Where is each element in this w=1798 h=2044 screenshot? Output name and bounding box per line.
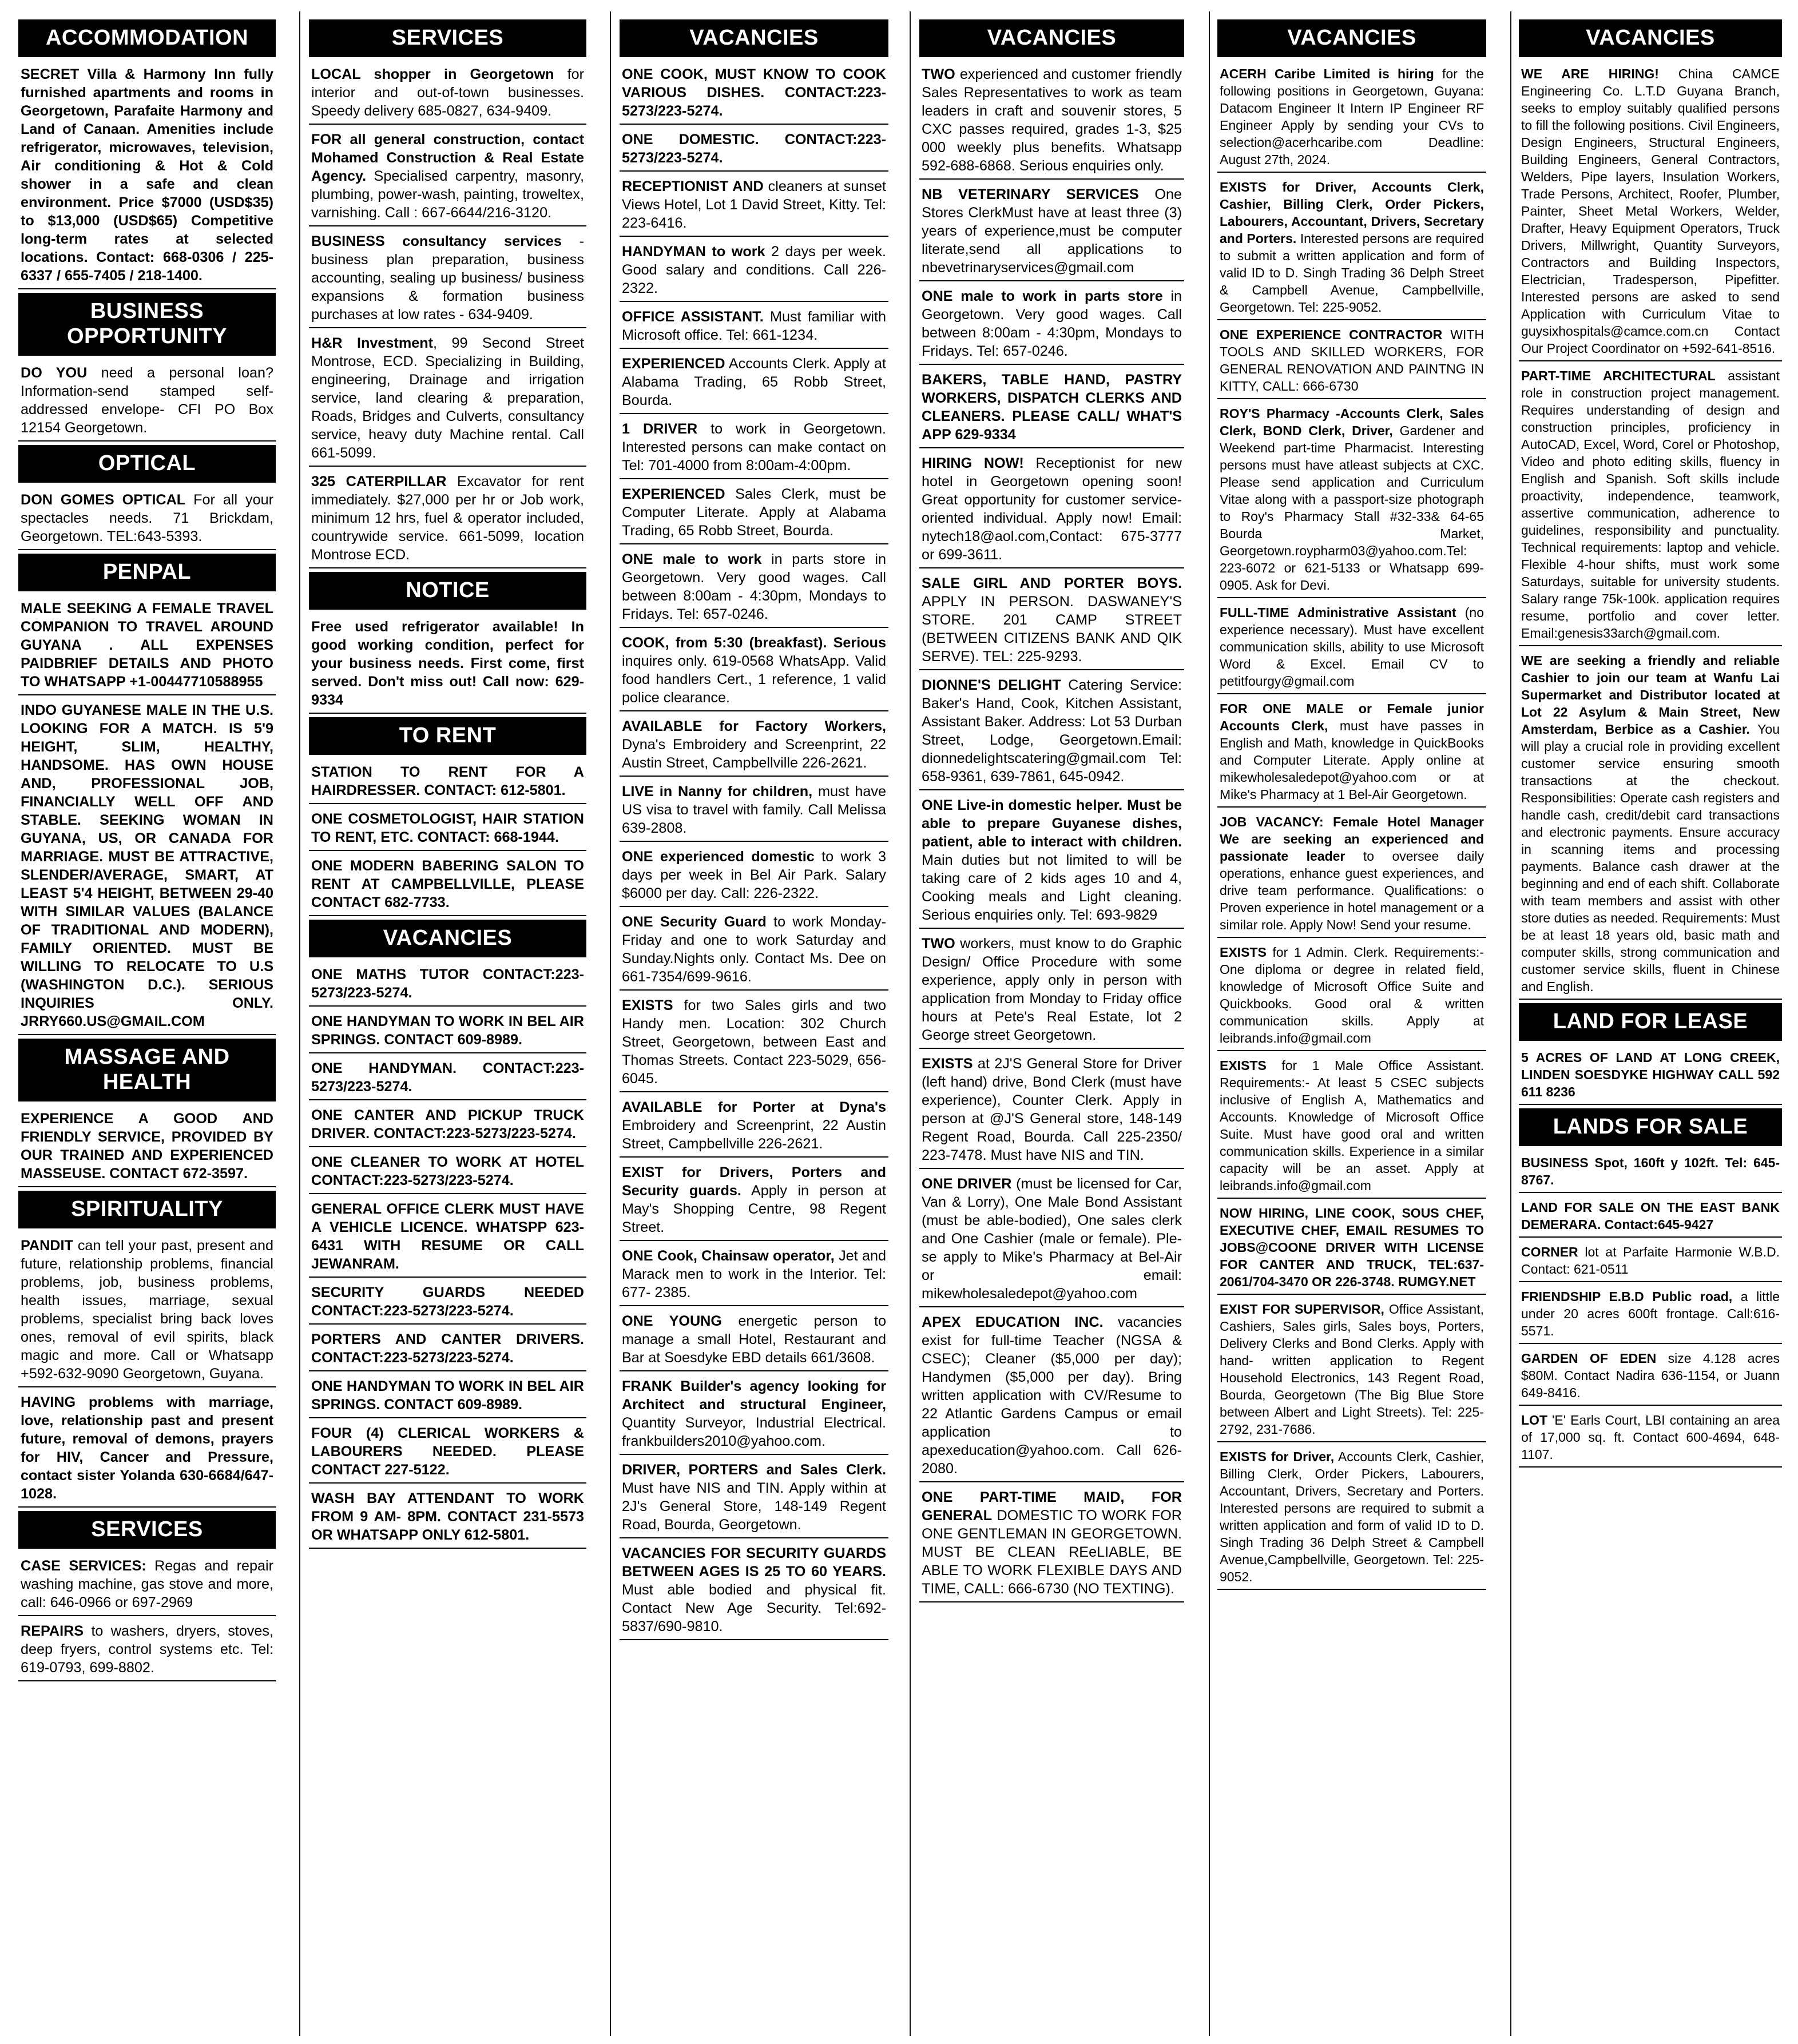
ad-lead: ONE Security Guard [622, 914, 767, 930]
ad-lead: FOR ONE MALE or Female junior Accounts Clerk, [1220, 701, 1484, 733]
ad-lead: FOR all general construction, contact Mohamed Construction & Real Estate Agency. [311, 132, 584, 184]
ad-lead: ONE MODERN BABERING SALON TO RENT AT CAMPBELLVILLE, PLEASE CONTACT 682-7733. [311, 858, 584, 910]
ad-lead: LAND FOR SALE ON THE EAST BANK DEMERARA. Contact:645-9427 [1521, 1200, 1780, 1232]
section-header: OPTICAL [18, 445, 276, 483]
classified-ad [620, 1375, 888, 1455]
ad-body: For all your spectacles needs. 71 Brickdam, Georgetown. TEL:643-5393. [21, 492, 273, 544]
ad-body: at 2J'S General Store for Driver (left hand) drive, Bond Clerk (must have experience), Counter Clerk. Apply in person at @J'S General store, 148-149 Regent Road, Bourda. Call 225-2350/ 223-7478. Must have NIS and TIN. [922, 1056, 1182, 1163]
ad-lead: ONE CANTER AND PICKUP TRUCK DRIVER. CONTACT:223-5273/223-5274. [311, 1107, 584, 1142]
ad-body: Accounts Clerk. Apply at Alabama Trading, 65 Robb Street, Bourda. [622, 356, 886, 408]
classified-ad [1519, 1286, 1782, 1344]
ad-body: Accounts Clerk, Cashier, Billing Clerk, Order Pickers, Labourers, Accountant, Drivers, Secretary and Porters. Interested persons are required to submit a written application and form of valid ID to D. Singh Trading 36 Delph Street & Campbell Avenue,Campbellville, Georgetown. Tel: 225-9052. [1220, 1449, 1484, 1584]
ad-body: Receptionist for new hotel in Georgetown opening soon! Great opportunity for customer service-oriented individual. Apply now! Email: nytech18@aol.com,Contact: 675-3777 or 699-3611. [922, 455, 1182, 563]
classified-ad [18, 1554, 276, 1616]
ad-lead: STATION TO RENT FOR A HAIRDRESSER. CONTACT: 612-5801. [311, 764, 584, 798]
ad-body: inquires only. 619-0568 WhatsApp. Valid food handlers Cert., 1 reference, 1 valid police clearance. [622, 653, 886, 706]
ad-lead: ROY'S Pharmacy -Accounts Clerk, Sales Clerk, BOND Clerk, Driver, [1220, 406, 1484, 438]
ad-lead: SALE GIRL AND PORTER BOYS. [922, 575, 1182, 591]
ad-body: Regas and repair washing machine, gas stove and more, call: 646-0966 or 697-2969 [21, 1558, 273, 1610]
ad-body: , 99 Second Street Montrose, ECD. Specializing in Building, engineering, Drainage and irrigation service, land clearing & preparation, Roads, Bridges and Culverts, consultancy service, heavy duty Machine rental. Call 661-5099. [311, 335, 584, 461]
ad-lead: EXPERIENCE A GOOD AND FRIENDLY SERVICE, PROVIDED BY OUR TRAINED AND EXPERIENCED MASSEUSE. CONTACT 672-3597. [21, 1111, 273, 1182]
classified-ad [919, 794, 1184, 929]
ad-lead: WE are seeking a friendly and reliable Cashier to join our team at Wanfu Lai Supermarket and Distributor located at Lot 22 Asylum & Main Street, New Amsterdam, Berbice as a Cashier. [1521, 653, 1780, 737]
classified-ad [620, 128, 888, 172]
ad-lead: ONE PART-TIME MAID, FOR GENERAL [922, 1489, 1182, 1524]
classified-ad [1519, 1409, 1782, 1468]
ad-lead: NB VETERINARY SERVICES [922, 186, 1139, 202]
classified-ad [919, 1486, 1184, 1602]
column-1 [18, 16, 276, 2035]
section-header: VACANCIES [1519, 19, 1782, 57]
ad-body: for interior and out-of-town businesses. Speedy delivery 685-0827, 634-9409. [311, 66, 584, 119]
ad-body: China CAMCE Engineering Co. L.T.D Guyana Branch, seeks to employ suitably qualified persons to fill the following positions. Civil Engineers, Design Engineers, Structural Engineers, Building Engineers, General Contractors, Welders, Pipe layers, Insulation Workers, Trade Persons, Architect, Roofer, Plumber, Painter, Sheet Metal Workers, Welder, Drafter, Heavy Equipment Operators, Truck Drivers, Millwright, Quantity Surveyors, Contractors and Building Inspectors, Electrician, Tradesperson, Pipefitter. Interested persons are asked to send Application with Curriculum Vitae to guysixhospitals@camce.com.cn Contact Our Project Coordinator on +592-641-8516. [1521, 66, 1780, 356]
classified-ad [309, 854, 586, 916]
ad-lead: ONE COSMETOLOGIST, HAIR STATION TO RENT, ETC. CONTACT: 668-1944. [311, 811, 584, 845]
classified-ad [620, 417, 888, 479]
ad-body: Specialised carpentry, masonry, plumbing, power-wash, painting, troweltex, varnishing. Call : 667-6644/216-3120. [311, 168, 584, 221]
classified-ad [309, 332, 586, 467]
section-header: PENPAL [18, 554, 276, 591]
section-header: NOTICE [309, 572, 586, 610]
ad-body: (no experience necessary). Must have excellent communication skills, ability to use Microsoft Word & Excel. Email CV to petitfourgy@gmail.com [1220, 605, 1484, 689]
ad-lead: DON GOMES OPTICAL [21, 492, 186, 508]
ad-lead: ONE male to work [622, 551, 762, 567]
classified-ad [309, 1104, 586, 1147]
section-header: TO RENT [309, 717, 586, 755]
section-header: MASSAGE AND HEALTH [18, 1039, 276, 1101]
classified-ad [919, 572, 1184, 670]
classified-ad [309, 1057, 586, 1100]
classified-ad [309, 1151, 586, 1194]
section-header: SPIRITUALITY [18, 1191, 276, 1228]
ad-lead: TWO [922, 936, 955, 952]
classified-ad [919, 368, 1184, 448]
ad-body: Dyna's Embroidery and Screenprint, 22 Austin Street, Campbellville 226-2621. [622, 737, 886, 771]
ad-lead: EXISTS [922, 1056, 973, 1072]
ad-lead: AVAILABLE for Porter at Dyna's [622, 1099, 886, 1115]
classified-ad [1519, 1347, 1782, 1406]
ad-lead: FULL-TIME Administrative Assistant [1220, 605, 1456, 620]
ad-lead: FOUR (4) CLERICAL WORKERS & LABOURERS NEEDED. PLEASE CONTACT 227-5122. [311, 1425, 584, 1478]
ad-body: for the following positions in Georgetown, Guyana: Datacom Engineer It Intern IP Engineer RF Engineer Apply by sending your CVs to selection@acerhcaribe.com Deadline: August 27th, 2024. [1220, 66, 1484, 167]
classified-ad [919, 183, 1184, 281]
classified-ad [18, 361, 276, 442]
ad-body: Interested persons are required to submit a written application and form of valid ID to D. Singh Trading 36 Delph Street & Campbell Avenue, Campbellville, Georgetown. Tel: 225-9052. [1220, 231, 1484, 315]
ad-body: Quantity Surveyor, Industrial Electrical. frankbuilders2010@yahoo.com. [622, 1415, 886, 1449]
section-header: SERVICES [18, 1511, 276, 1549]
ad-lead: NOW HIRING, LINE COOK, SOUS CHEF, EXECUTIVE CHEF, EMAIL RESUMES TO JOBS@COONE DRIVER WITH LICENSE FOR CANTER AND TRUCK, TEL:637-2061/704-3470 OR 226-3748. RUMGY.NET [1220, 1206, 1484, 1289]
ad-lead: SECURITY GUARDS NEEDED CONTACT:223-5273/223-5274. [311, 1285, 584, 1319]
ad-lead: FRIENDSHIP E.B.D Public road, [1521, 1289, 1733, 1304]
ad-lead: DRIVER, PORTERS and Sales Clerk. [622, 1462, 886, 1478]
column-6 [1519, 16, 1782, 2035]
classified-ad [620, 175, 888, 237]
ad-lead: EXIST for Drivers, Porters and Security guards. [622, 1164, 886, 1199]
ad-body: workers, must know to do Graphic Design/ Office Procedure with some experience, apply only in person with application from Monday to Friday office hours at Pete's Real Estate, lot 2 George street Georgetown. [922, 936, 1182, 1043]
ad-lead: ONE HANDYMAN TO WORK IN BEL AIR SPRINGS. CONTACT 609-8989. [311, 1013, 584, 1048]
ad-body: to work in Georgetown. Interested persons can make contact on Tel: 701-4000 from 8:00am-4:00pm. [622, 421, 886, 474]
column-rule [910, 11, 911, 2036]
classified-ad [620, 780, 888, 842]
classified-ad [620, 305, 888, 349]
ad-body: Main duties but not limited to will be taking care of 2 kids ages 10 and 4, Cooking meals and Light cleaning. Serious enquiries only. Tel: 693-9829 [922, 852, 1182, 923]
ad-body: Office Assistant, Cashiers, Sales girls, Sales boys, Porters, Delivery Clerks and Bond Clerks. Apply with hand- written application to Regent Household Electronics, 143 Regent Road, Bourda, Georgetown (The Big Blue Store between Albert and Light Streets). Tel: 225-2792, 231-7686. [1220, 1302, 1484, 1437]
ad-lead: OFFICE ASSISTANT. [622, 309, 764, 325]
ad-lead: EXPERIENCED [622, 486, 725, 502]
ad-lead: ONE DRIVER [922, 1176, 1012, 1192]
classified-ad [18, 1234, 276, 1387]
classified-ad [309, 1198, 586, 1278]
ad-body: - business plan preparation, business accounting, sealing up business/ business expansions & formation business purchases at low rates - 634-9409. [311, 233, 584, 323]
ad-lead: INDO GUYANESE MALE IN THE U.S. LOOKING FOR A MATCH. IS 5'9 HEIGHT, SLIM, HEALTHY, HANDSOME. HAS OWN HOUSE AND, PROFESSIONAL JOB, FINANCIALLY WELL OFF AND STABLE. SEEKING WOMAN IN GUYANA, US, OR CANADA FOR MARRIAGE. MUST BE ATTRACTIVE, SLENDER/AVERAGE, SMART, AT LEAST 5'4 HEIGHT, BETWEEN 29-40 WITH SIMILAR VALUES (BALANCE OF TRADITIONAL AND MODERN), FAMILY ORIENTED. MUST BE WILLING TO RELOCATE TO U.S (WASHINGTON D.C.). SERIOUS INQUIRIES ONLY. JRRY660.US@GMAIL.COM [21, 702, 273, 1029]
classified-ad [1217, 698, 1486, 808]
ad-lead: FRANK Builder's agency looking for Architect and structural Engineer, [622, 1378, 886, 1413]
classified-ad [1519, 1196, 1782, 1238]
ad-lead: GENERAL OFFICE CLERK MUST HAVE A VEHICLE LICENCE. WHATSPP 623-6431 WITH RESUME OR CALL JEWANRAM. [311, 1201, 584, 1272]
classified-ad [620, 1310, 888, 1371]
section-header: VACANCIES [620, 19, 888, 57]
ad-body: Jet and Marack men to work in the Interior. Tel: 677- 2385. [622, 1248, 886, 1301]
ad-body: to oversee daily operations, enhance guest experiences, and drive team performance. Qualifications: o Proven experience in hotel management or a similar role. Apply Now! Send your resume. [1220, 849, 1485, 932]
column-3 [620, 16, 888, 2035]
section-header: BUSINESS OPPORTUNITY [18, 293, 276, 356]
classified-ad [309, 63, 586, 125]
ad-lead: EXISTS [622, 997, 673, 1013]
ad-body: in Georgetown. Very good wages. Call between 8:00am - 4:30pm, Mondays to Fridays. Tel: 657-0246. [922, 288, 1182, 359]
ad-lead: BUSINESS Spot, 160ft y 102ft. Tel: 645-8767. [1521, 1155, 1780, 1187]
classified-ad [620, 1096, 888, 1158]
classified-ad [1217, 811, 1486, 938]
ad-body: to washers, dryers, stoves, deep fryers, control systems etc. Tel: 619-0793, 699-8802. [21, 1623, 273, 1676]
ad-lead: WE ARE HIRING! [1521, 66, 1659, 81]
ad-body: vacancies exist for full-time Teacher (NGSA & CSEC); Cleaner ($5,000 per day); Handymen ($5,000 per day). Bring written application with CV/Resume to 22 Atlantic Gardens Campus or email application to apexeducation@yahoo.com. Call 626-2080. [922, 1314, 1182, 1477]
classified-ad [1217, 176, 1486, 320]
ad-lead: ONE HANDYMAN TO WORK IN BEL AIR SPRINGS. CONTACT 609-8989. [311, 1378, 584, 1413]
classified-ad [620, 63, 888, 125]
ad-lead: ONE Live-in domestic helper. Must be able to prepare Guyanese dishes, patient, able to interact with children. [922, 797, 1182, 850]
ad-body: for two Sales girls and two Handy men. Location: 302 Church Street, Georgetown, between East and Thomas Streets. Contact 223-5029, 656-6045. [622, 997, 886, 1087]
ad-lead: EXISTS for Driver, [1220, 1449, 1335, 1464]
classified-ad [309, 761, 586, 804]
ad-lead: LOCAL shopper in Georgetown [311, 66, 554, 82]
ad-lead: ACERH Caribe Limited is hiring [1220, 66, 1434, 81]
ad-body: need a personal loan? Information-send stamped self-addressed envelope- CFI PO Box 12154 Georgetown. [21, 365, 274, 436]
classified-ad [18, 1107, 276, 1187]
ad-lead: ONE male to work in parts store [922, 288, 1163, 304]
ad-lead: ONE experienced domestic [622, 849, 815, 865]
ad-body: cleaners at sunset Views Hotel, Lot 1 David Street, Kitty. Tel: 223-6416. [622, 178, 886, 231]
ad-lead: DO YOU [21, 365, 88, 381]
column-rule [299, 11, 300, 2036]
ad-lead: MALE SEEKING A FEMALE TRAVEL COMPANION TO TRAVEL AROUND GUYANA . ALL EXPENSES PAIDBRIEF DETAILS AND PHOTO TO WHATSAPP +1-00447710588955 [21, 601, 273, 690]
classified-ad [919, 932, 1184, 1049]
classified-ad [1217, 1298, 1486, 1442]
ad-body: Must familiar with Microsoft office. Tel: 661-1234. [622, 309, 886, 343]
ad-lead: COOK, from 5:30 (breakfast). Serious [622, 635, 886, 651]
column-rule [610, 11, 611, 2036]
ad-body: WITH TOOLS AND SKILLED WORKERS, FOR GENERAL RENOVATION AND PAINTNG IN KITTY, CALL: 666-6730 [1220, 327, 1484, 393]
ad-lead: DIONNE'S DELIGHT [922, 677, 1061, 693]
ad-lead: EXPERIENCED [622, 356, 725, 372]
ad-lead: CORNER [1521, 1244, 1578, 1259]
ad-lead: 5 ACRES OF LAND AT LONG CREEK, LINDEN SOESDYKE HIGHWAY CALL 592 611 8236 [1521, 1050, 1780, 1099]
ad-lead: EXIST FOR SUPERVISOR, [1220, 1302, 1384, 1317]
ad-body: APPLY IN PERSON. DASWANEY'S STORE. 201 CAMP STREET (BETWEEN CITIZENS BANK AND QIK SERVE). TEL: 225-9293. [922, 594, 1182, 665]
ad-body: Catering Service: Baker's Hand, Cook, Kitchen Assistant, Assistant Baker. Address: Lot 53 Durban Street, Lodge, Georgetown.Email: dionnedelightscatering@gmail.com Tel: 658-9361, 639-7861, 645-0942. [922, 677, 1182, 785]
classified-ad [1217, 403, 1486, 598]
classified-ad [620, 1542, 888, 1640]
classified-ad [309, 808, 586, 851]
ad-body: assistant role in construction project management. Requires understanding of design and construction principles, proficiency in AutoCAD, Excel, Word, Corel or Photoshop, Video and photo editing skills, fluency in English and Spanish. Soft skills include proactivity, independence, teamwork, assertive communication, adherence to guidelines, responsibility and punctuality. Technical requirements: laptop and vehicle. Flexible 4-hour shifts, must work some Saturdays, suitable for university students. Salary range 75k-100k. application requires resume, portfolio and cover letter. Email:genesis33arch@gmail.com. [1521, 368, 1780, 641]
classified-ad [1217, 63, 1486, 173]
ad-lead: JOB VACANCY: Female Hotel Manager We are seeking an experienced and passionate leader [1220, 814, 1484, 864]
ad-lead: REPAIRS [21, 1623, 84, 1639]
classified-ad [309, 1281, 586, 1325]
ad-body: 'E' Earls Court, LBI containing an area of 17,000 sq. ft. Contact 600-4694, 648-1107. [1521, 1413, 1780, 1462]
section-header: VACANCIES [1217, 19, 1486, 57]
ad-lead: HANDYMAN to work [622, 244, 765, 260]
ad-lead: ONE Cook, Chainsaw operator, [622, 1248, 835, 1264]
ad-body: experienced and customer friendly Sales Representatives to work as team leaders in craft and souvenir stores, 5 CXC passes required, grades 1-3, $25 000 weekly plus benefits. Whatsapp 592-688-6868. Serious enquiries only. [922, 66, 1182, 174]
section-header: LAND FOR LEASE [1519, 1003, 1782, 1041]
classified-ad [620, 631, 888, 711]
classified-ad [309, 128, 586, 226]
classified-ad [620, 1458, 888, 1538]
ad-lead: Free used refrigerator available! In good working condition, perfect for your business needs. First come, first served. Don't miss out! Call now: 629-9334 [311, 619, 584, 708]
ad-lead: EXISTS [1220, 1058, 1267, 1073]
ad-lead: RECEPTIONIST AND [622, 178, 764, 194]
classified-ad [309, 470, 586, 568]
ad-body: must have passes in English and Math, knowledge in QuickBooks and Computer Literate. Apply online at mikewholesaledepot@yahoo.com or at Mike's Pharmacy at 1 Bel-Air Georgetown. [1220, 718, 1484, 802]
classified-ad [1519, 650, 1782, 1000]
classified-ad [309, 963, 586, 1007]
ad-body: size 4.128 acres $80M. Contact Nadira 636-1154, or Juann 649-8416. [1521, 1351, 1780, 1400]
ad-body: a little under 20 acres 600ft frontage. Call:616-5571. [1521, 1289, 1780, 1338]
ad-body: to work Monday-Friday and one to work Saturday and Sunday.Nights only. Contact Ms. Dee on 661-7354/699-9616. [622, 914, 886, 985]
ad-lead: BUSINESS consultancy services [311, 233, 562, 249]
ad-body: You will play a crucial role in providing excellent customer service ensuring smooth transactions at the checkout. Responsibilities: Operate cash registers and handle cash, credit/debit card transactions and electronic payments. Ensure accuracy in scanning items and processing payments. Balance cash drawer at the beginning and end of each shift. Collaborate with team members and assist with other store duties as needed. Requirements: Must be at least 18 years old, basic math and computer skills, strong communication and customer service skills, fluent in Chinese and English. [1521, 722, 1780, 994]
ad-lead: APEX EDUCATION INC. [922, 1314, 1104, 1330]
ad-body: lot at Parfaite Harmonie W.B.D. Contact: 621-0511 [1521, 1244, 1780, 1276]
ad-body: Apply in person at May's Shopping Centre, 98 Regent Street. [622, 1183, 887, 1235]
classified-ad [620, 548, 888, 628]
classified-ad [620, 1161, 888, 1241]
classified-ad [309, 230, 586, 328]
classified-ad [309, 1010, 586, 1053]
classified-ad [1217, 324, 1486, 399]
classified-ad [620, 352, 888, 414]
ad-lead: 1 DRIVER [622, 421, 698, 437]
classified-ad [309, 1422, 586, 1484]
ad-body: can tell your past, present and future, relationship problems, financial problems, job, business problems, health issues, marriage, sexual problems, specialist bring back loves ones, removal of evil spirits, black magic and more. Call or Whatsapp +592-632-9090 Georgetown, Guyana. [21, 1238, 273, 1382]
classified-ad [1519, 365, 1782, 646]
ad-body: must have US visa to travel with family. Call Melissa 639-2808. [622, 784, 886, 836]
ad-lead: CASE SERVICES: [21, 1558, 146, 1574]
ad-lead: ONE YOUNG [622, 1313, 722, 1329]
ad-lead: ONE HANDYMAN. CONTACT:223-5273/223-5274. [311, 1060, 584, 1095]
classified-ad [620, 994, 888, 1092]
section-header: LANDS FOR SALE [1519, 1108, 1782, 1146]
classified-ad [620, 715, 888, 777]
classified-ad [620, 1244, 888, 1306]
classified-ad [309, 615, 586, 714]
ad-body: Must able bodied and physical fit. Contact New Age Security. Tel:692-5837/690-9810. [622, 1582, 886, 1635]
classified-ad [18, 63, 276, 289]
section-header: VACANCIES [919, 19, 1184, 57]
column-rule [1510, 11, 1511, 2036]
classified-ad [620, 845, 888, 907]
classified-ad [1217, 1446, 1486, 1590]
classified-ad [919, 674, 1184, 790]
ad-body: Excavator for rent immediately. $27,000 per hr or Job work, minimum 12 hrs, fuel & operator included, countrywide service. 661-5099, location Montrose ECD. [311, 474, 585, 563]
classified-ad [620, 483, 888, 544]
ad-lead: VACANCIES FOR SECURITY GUARDS BETWEEN AGES IS 25 TO 60 YEARS. [622, 1545, 886, 1580]
classified-ad [1519, 1047, 1782, 1105]
section-header: VACANCIES [309, 920, 586, 957]
classified-ad [18, 1391, 276, 1508]
ad-lead: HAVING problems with marriage, love, relationship past and present future, removal of demons, prayers for HIV, Cancer and Pressure, contact sister Yolanda 630-6684/647-1028. [21, 1394, 273, 1502]
classified-ad [620, 910, 888, 991]
ad-lead: WASH BAY ATTENDANT TO WORK FROM 9 AM- 8PM. CONTACT 231-5573 OR WHATSAPP ONLY 612-5801. [311, 1490, 584, 1543]
ad-body: for 1 Male Office Assistant. Requirements:- At least 5 CSEC subjects inclusive of English A, Mathematics and Accounts. Knowledge of Microsoft Office Suite. Must have good oral and written communication skills. Experience in a similar capacity will be an asset. Apply at leibrands.info@gmail.com [1220, 1058, 1484, 1193]
ad-lead: LIVE in Nanny for children, [622, 784, 813, 800]
classified-ad [919, 1311, 1184, 1482]
classified-ad [919, 452, 1184, 568]
ad-lead: AVAILABLE for Factory Workers, [622, 718, 886, 734]
classified-ad [620, 240, 888, 302]
ad-lead: LOT [1521, 1413, 1547, 1427]
ad-body: Must have NIS and TIN. Apply within at 2J's General Store, 148-149 Regent Road, Bourda, Georgetown. [622, 1480, 886, 1533]
ad-lead: ONE EXPERIENCE CONTRACTOR [1220, 327, 1443, 342]
ad-lead: ONE CLEANER TO WORK AT HOTEL CONTACT:223-5273/223-5274. [311, 1154, 584, 1188]
ad-body: Embroidery and Screenprint, 22 Austin Street, Campbellville 226-2621. [622, 1118, 886, 1152]
classified-ad [309, 1328, 586, 1371]
ad-body: Gardener and Weekend part-time Pharmacist. Interesting persons must have atleast subjects at CXC. Please send application and Curriculum Vitae along with a passport-size photograph to Roy's Pharmacy Stall #32-33& 64-65 Bourda Market, Georgetown.roypharm03@yahoo.com.Tel: 223-6072 or 621-5133 or Whatsapp 699-0905. Ask for Devi. [1220, 423, 1485, 592]
ad-lead: BAKERS, TABLE HAND, PASTRY WORKERS, DISPATCH CLERKS AND CLEANERS. PLEASE CALL/ WHAT'S APP 629-9334 [922, 372, 1182, 443]
ad-body: energetic person to manage a small Hotel, Restaurant and Bar at Soesdyke EBD details 661/3608. [622, 1313, 886, 1366]
ad-lead: PART-TIME ARCHITECTURAL [1521, 368, 1716, 383]
ad-body: in parts store in Georgetown. Very good wages. Call between 8:00am - 4:30pm, Mondays to Fridays. Tel: 657-0246. [622, 551, 886, 622]
ad-lead: GARDEN OF EDEN [1521, 1351, 1657, 1366]
classified-ad [18, 597, 276, 695]
classified-ad [1217, 941, 1486, 1051]
ad-lead: 325 CATERPILLAR [311, 474, 447, 490]
ad-lead: EXISTS for Driver, Accounts Clerk, Cashier, Billing Clerk, Order Pickers, Labourers, Accountant, Drivers, Secretary and Porters. [1220, 180, 1484, 246]
ad-lead: ONE DOMESTIC. CONTACT:223-5273/223-5274. [622, 132, 886, 166]
ad-lead: HIRING NOW! [922, 455, 1024, 471]
classified-ad [309, 1487, 586, 1549]
section-header: ACCOMMODATION [18, 19, 276, 57]
classified-ad [1519, 63, 1782, 361]
column-5 [1217, 16, 1486, 2035]
classified-ad [18, 1620, 276, 1681]
ad-lead: H&R Investment [311, 335, 433, 351]
classified-ad [919, 63, 1184, 180]
column-2 [309, 16, 586, 2035]
ad-body: for 1 Admin. Clerk. Requirements:- One diploma or degree in related field, knowledge of Microsoft Office Suite and Quickbooks. Good oral & written communication skills. Apply at leibrands.info@gmail.com [1220, 945, 1484, 1045]
ad-body: DOMESTIC TO WORK FOR ONE GENTLEMAN IN GEORGETOWN. MUST BE CLEAN REeLIABLE, BE ABLE TO WORK FLEXIBLE DAYS AND TIME, CALL: 666-6730 (NO TEXTING). [922, 1508, 1182, 1597]
ad-lead: PANDIT [21, 1238, 73, 1254]
ad-body: (must be licensed for Car, Van & Lorry), One Male Bond Assistant (must be able-bodied), One sales clerk and One Cashier (male or female). Ple-se apply to Mike's Pharmacy at Bel-Air or email: mikewholesaledepot@yahoo.com [922, 1176, 1182, 1302]
ad-lead: ONE COOK, MUST KNOW TO COOK VARIOUS DISHES. CONTACT:223-5273/223-5274. [622, 66, 886, 119]
classified-ad [919, 1052, 1184, 1169]
classified-ad [1217, 602, 1486, 694]
classified-ad [18, 488, 276, 550]
column-4 [919, 16, 1184, 2035]
column-rule [1209, 11, 1210, 2036]
classified-ad [1519, 1152, 1782, 1193]
ad-lead: EXISTS [1220, 945, 1267, 960]
ad-body: 2 days per week. Good salary and conditions. Call 226-2322. [622, 244, 886, 296]
ad-body: Sales Clerk, must be Computer Literate. Apply at Alabama Trading, 65 Robb Street, Bourda. [622, 486, 886, 539]
classified-ad [1217, 1202, 1486, 1295]
classified-ad [309, 1375, 586, 1418]
classified-ad [919, 285, 1184, 365]
ad-lead: TWO [922, 66, 955, 82]
ad-body: to work 3 days per week in Bel Air Park. Salary $6000 per day. Call: 226-2322. [622, 849, 886, 901]
ad-lead: PORTERS AND CANTER DRIVERS. CONTACT:223-5273/223-5274. [311, 1331, 584, 1366]
classified-ad [18, 699, 276, 1035]
classified-ad [1217, 1055, 1486, 1199]
classified-ad [1519, 1241, 1782, 1282]
classified-ad [919, 1172, 1184, 1307]
ad-body: One Stores ClerkMust have at least three (3) years of experience,must be computer literate,send all applications to nbevetrinaryservices@gmail.com [922, 186, 1182, 276]
ad-lead: ONE MATHS TUTOR CONTACT:223-5273/223-5274. [311, 967, 584, 1001]
ad-lead: SECRET Villa & Harmony Inn fully furnished apartments and rooms in Georgetown, Parafaite Harmony and Land of Canaan. Amenities include refrigerator, microwaves, television, Air conditioning & Hot & Cold shower in a safe and clean environment. Price $7000 (USD$35) to $13,000 (USD$65) Competitive long-term rates at selected locations. Contact: 668-0306 / 225-6337 / 655-7405 / 218-1400. [21, 66, 273, 284]
section-header: SERVICES [309, 19, 586, 57]
